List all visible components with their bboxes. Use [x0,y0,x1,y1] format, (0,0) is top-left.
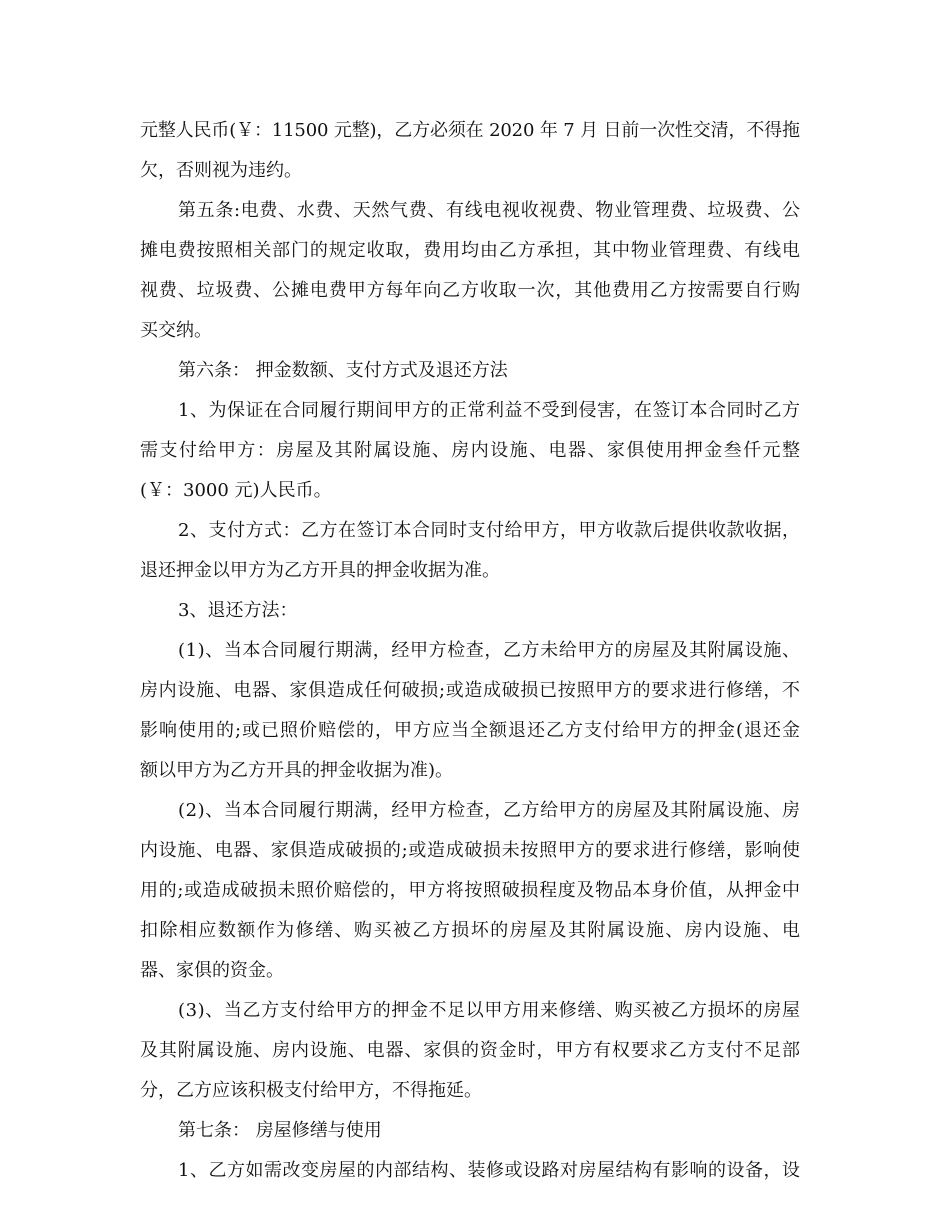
text-line: (3)、当乙方支付给甲方的押金不足以甲方用来修缮、购买被乙方损坏的房屋 [178,1000,801,1021]
text-line: (1)、当本合同履行期满，经甲方检查，乙方未给甲方的房屋及其附属设施、 [178,640,801,661]
text-line: 1、为保证在合同履行期间甲方的正常利益不受到侵害，在签订本合同时乙方 [178,400,801,421]
text-line: (2)、当本合同履行期满，经甲方检查，乙方给甲方的房屋及其附属设施、房 [178,800,801,821]
section-heading: 第七条： 房屋修缮与使用 [178,1120,382,1141]
text-line: 额以甲方为乙方开具的押金收据为准)。 [140,760,454,781]
text-line: 第五条:电费、水费、天然气费、有线电视收视费、物业管理费、垃圾费、公 [178,200,801,221]
text-line: 欠，否则视为违约。 [140,160,302,181]
text-line: 影响使用的;或已照价赔偿的，甲方应当全额退还乙方支付给甲方的押金(退还金 [140,720,801,741]
text-line: 元整人民币(￥：11500 元整)，乙方必须在 2020 年 7 月 日前一次性交清，不得拖 [140,120,800,141]
text-line: 内设施、电器、家俱造成破损的;或造成破损未按照甲方的要求进行修缮，影响使 [140,840,801,861]
section-heading: 第六条： 押金数额、支付方式及退还方法 [178,360,508,381]
text-line: 需支付给甲方：房屋及其附属设施、房内设施、电器、家俱使用押金叁仟元整 [140,440,802,461]
text-line: 摊电费按照相关部门的规定收取，费用均由乙方承担，其中物业管理费、有线电 [140,240,801,261]
text-line: 房内设施、电器、家俱造成任何破损;或造成破损已按照甲方的要求进行修缮，不 [140,680,801,701]
text-line: 3、退还方法： [178,600,298,621]
text-line: 视费、垃圾费、公摊电费甲方每年向乙方收取一次，其他费用乙方按需要自行购 [140,280,801,301]
text-line: (￥：3000 元)人民币。 [140,480,332,501]
text-line: 用的;或造成破损未照价赔偿的，甲方将按照破损程度及物品本身价值，从押金中 [140,880,801,901]
text-line: 器、家俱的资金。 [140,960,284,981]
text-line: 2、支付方式：乙方在签订本合同时支付给甲方，甲方收款后提供收款收据， [178,520,801,541]
text-line: 及其附属设施、房内设施、电器、家俱的资金时，甲方有权要求乙方支付不足部 [140,1040,801,1061]
text-line: 买交纳。 [140,320,212,341]
text-line: 退还押金以甲方为乙方开具的押金收据为准。 [140,560,500,581]
text-line: 扣除相应数额作为修缮、购买被乙方损坏的房屋及其附属设施、房内设施、电 [140,920,802,941]
text-line: 1、乙方如需改变房屋的内部结构、装修或设路对房屋结构有影响的设备，设 [178,1160,801,1181]
text-line: 分，乙方应该积极支付给甲方，不得拖延。 [140,1080,482,1101]
